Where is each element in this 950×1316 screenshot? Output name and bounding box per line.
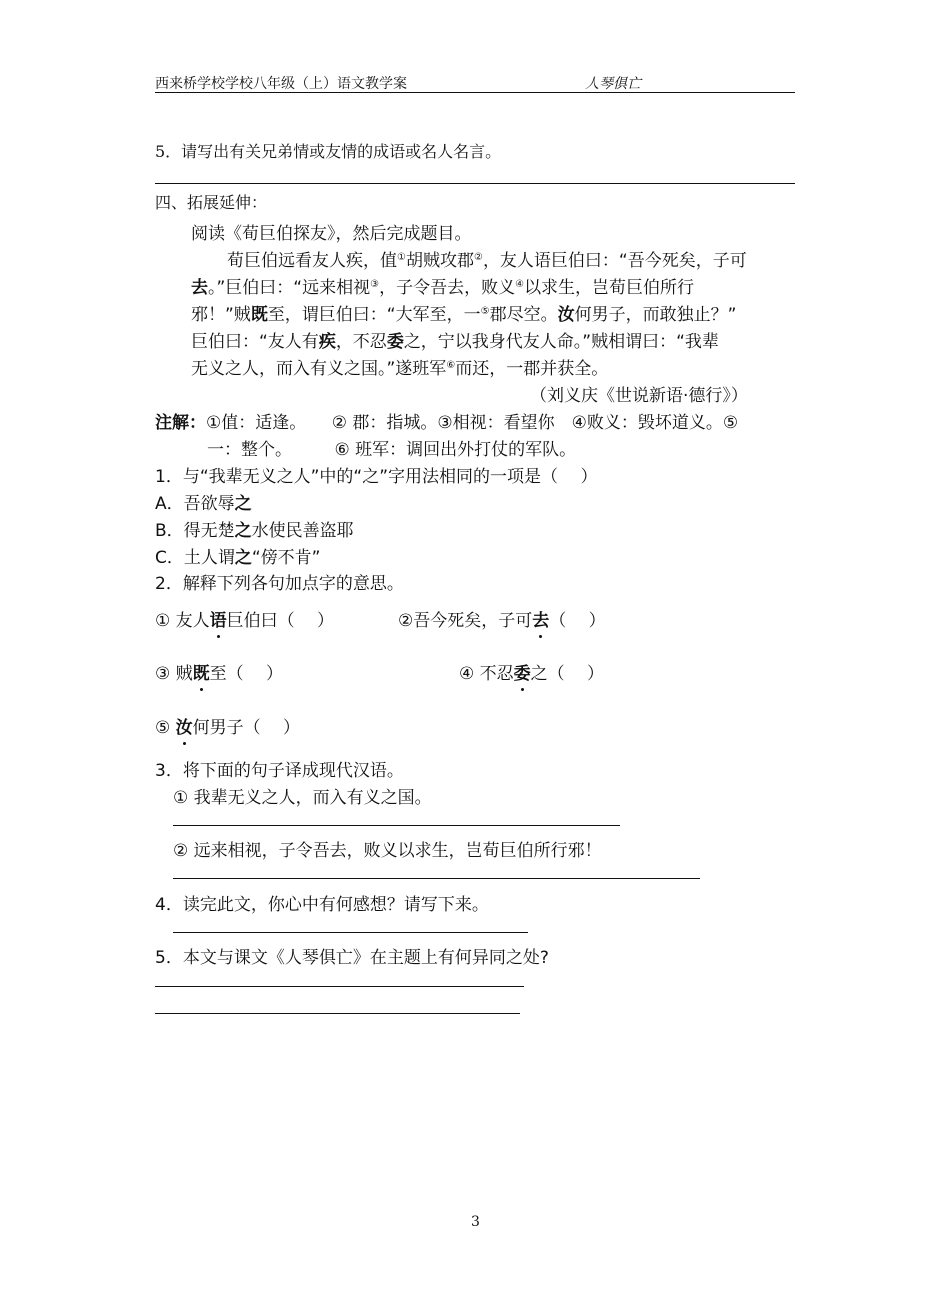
passage-line-4: 巨伯曰：“友人有疾，不忍委之，宁以我身代友人命。”贼相谓曰：“我辈 (191, 332, 719, 352)
notes-line-1: 注解：①值：适逢。 ② 郡：指城。③相视：看望你 ④败义：毁坏道义。⑤ (155, 413, 739, 433)
header-title: 西来桥学校学校八年级（上）语文教学案 (155, 76, 407, 92)
q3-stem: 3．将下面的句子译成现代汉语。 (155, 761, 404, 781)
q1-stem: 1．与“我辈无义之人”中的“之”字用法相同的一项是（ ） (155, 467, 598, 487)
q5-stem: 5．本文与课文《人琴俱亡》在主题上有何异同之处? (155, 948, 549, 968)
q1-option-b[interactable]: B．得无楚之水使民善盗耶 (155, 521, 354, 541)
passage-line-5: 无义之人，而入有义之国。”遂班军⑥而还，一郡并获全。 (191, 359, 609, 379)
header-lesson: 人琴俱亡 (585, 76, 641, 92)
q1-option-a[interactable]: A．吾欲辱之 (155, 494, 252, 514)
page-number: 3 (471, 1214, 480, 1230)
passage-line-1: 荀巨伯远看友人疾，值①胡贼攻郡②，友人语巨伯曰：“吾今死矣，子可 (227, 251, 747, 271)
q4-answer-line[interactable] (173, 932, 528, 933)
q2-item-2[interactable]: ②吾今死矣，子可去（ ） (398, 611, 606, 631)
header-rule (155, 92, 795, 93)
notes-line-2: 一：整个。 ⑥ 班军：调回出外打仗的军队。 (207, 440, 577, 460)
reading-intro: 阅读《荀巨伯探友》，然后完成题目。 (191, 224, 472, 244)
q5-top-prompt: 5．请写出有关兄弟情或友情的成语或名人名言。 (155, 142, 502, 161)
q5-answer-line-1[interactable] (155, 986, 524, 987)
passage-line-2: 去。”巨伯曰：“远来相视③，子令吾去，败义④以求生，岂荀巨伯所行 (191, 278, 695, 298)
q4-stem: 4．读完此文，你心中有何感想？请写下来。 (155, 895, 489, 915)
q2-item-4[interactable]: ④ 不忍委之（ ） (459, 664, 605, 684)
q2-item-5[interactable]: ⑤ 汝何男子（ ） (155, 718, 301, 738)
q5-top-answer-line-2[interactable] (715, 183, 795, 184)
q3-answer-line-2[interactable] (173, 878, 700, 879)
passage-source: （刘义庆《世说新语·德行》） (530, 386, 748, 406)
q5-answer-line-2[interactable] (155, 1013, 520, 1014)
passage-line-3: 邪！”贼既至，谓巨伯曰：“大军至，一⑤郡尽空。汝何男子，而敢独止？” (191, 305, 737, 325)
section-title: 四、拓展延伸： (155, 193, 268, 212)
q3-sentence-1: ① 我辈无义之人，而入有义之国。 (173, 788, 432, 808)
q2-item-3[interactable]: ③ 贼既至（ ） (155, 664, 284, 684)
q2-item-1[interactable]: ① 友人语巨伯曰（ ） (155, 611, 335, 631)
q5-top-answer-line-1[interactable] (155, 183, 715, 184)
q3-answer-line-1[interactable] (173, 825, 620, 826)
q1-option-c[interactable]: C．土人谓之“傍不肯” (155, 548, 321, 568)
q3-sentence-2: ② 远来相视，子令吾去，败义以求生，岂荀巨伯所行邪！ (173, 841, 602, 861)
q2-stem: 2．解释下列各句加点字的意思。 (155, 574, 404, 594)
